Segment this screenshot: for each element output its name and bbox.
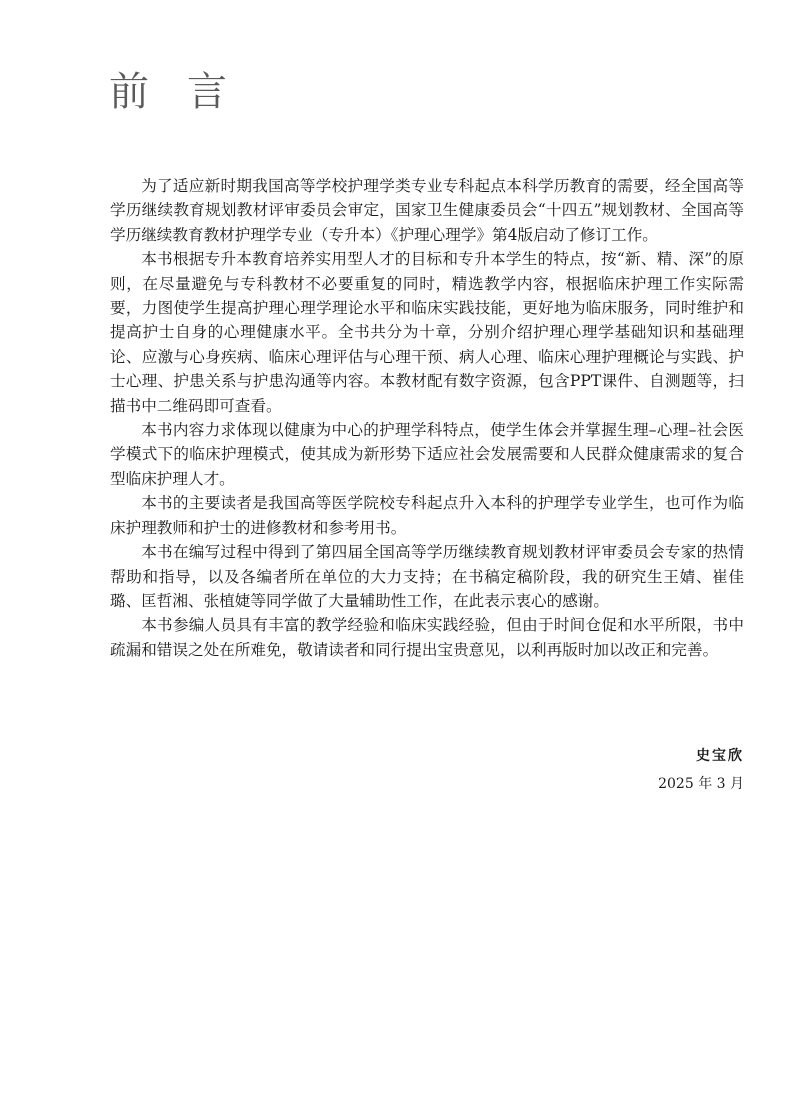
paragraph: 本书的主要读者是我国高等医学院校专科起点升入本科的护理学专业学生，也可作为临床护理教师和护士的进修教材和参考用书。: [110, 494, 744, 537]
paragraph: 本书在编写过程中得到了第四届全国高等学历继续教育规划教材评审委员会专家的热情帮助和指导，以及各编者所在单位的大力支持；在书稿定稿阶段，我的研究生王婧、崔佳璐、匡哲湘、张植婕等同学做了大量辅助性工作，在此表示衷心的感谢。: [110, 543, 744, 610]
page-title: 前言: [109, 69, 265, 115]
paragraph: 本书参编人员具有丰富的教学经验和临床实践经验，但由于时间仓促和水平所限，书中疏漏和错误之处在所难免，敬请读者和同行提出宝贵意见，以利再版时加以改正和完善。: [110, 616, 744, 659]
signature-block: [658, 742, 744, 798]
preface-body: [110, 174, 744, 662]
signature-date: 2025 年 3 月: [658, 776, 744, 792]
paragraph: 本书根据专升本教育培养实用型人才的目标和专升本学生的特点，按“新、精、深”的原则，在尽量避免与专科教材不必要重复的同时，精选教学内容，根据临床护理工作实际需要，力图使学生提高护理心理学理论水平和临床实践技能，更好地为临床服务，同时维护和提高护士自身的心理健康水平。全书共分为十章，分别介绍护理心理学基础知识和基础理论、应激与心身疾病、临床心理评估与心理干预、病人心理、临床心理护理概论与实践、护士心理、护患关系与护患沟通等内容。本教材配有数字资源，包含PPT课件、自测题等，扫描书中二维码即可查看。: [110, 250, 744, 415]
author-name: 史宝欣: [696, 748, 744, 764]
paragraph: 本书内容力求体现以健康为中心的护理学科特点，使学生体会并掌握生理–心理–社会医学模式下的临床护理模式，使其成为新形势下适应社会发展需要和人民群众健康需求的复合型临床护理人才。: [110, 421, 744, 488]
paragraph: 为了适应新时期我国高等学校护理学类专业专科起点本科学历教育的需要，经全国高等学历继续教育规划教材评审委员会审定，国家卫生健康委员会“十四五”规划教材、全国高等学历继续教育教材护理学专业（专升本）《护理心理学》第4版启动了修订工作。: [110, 177, 744, 244]
